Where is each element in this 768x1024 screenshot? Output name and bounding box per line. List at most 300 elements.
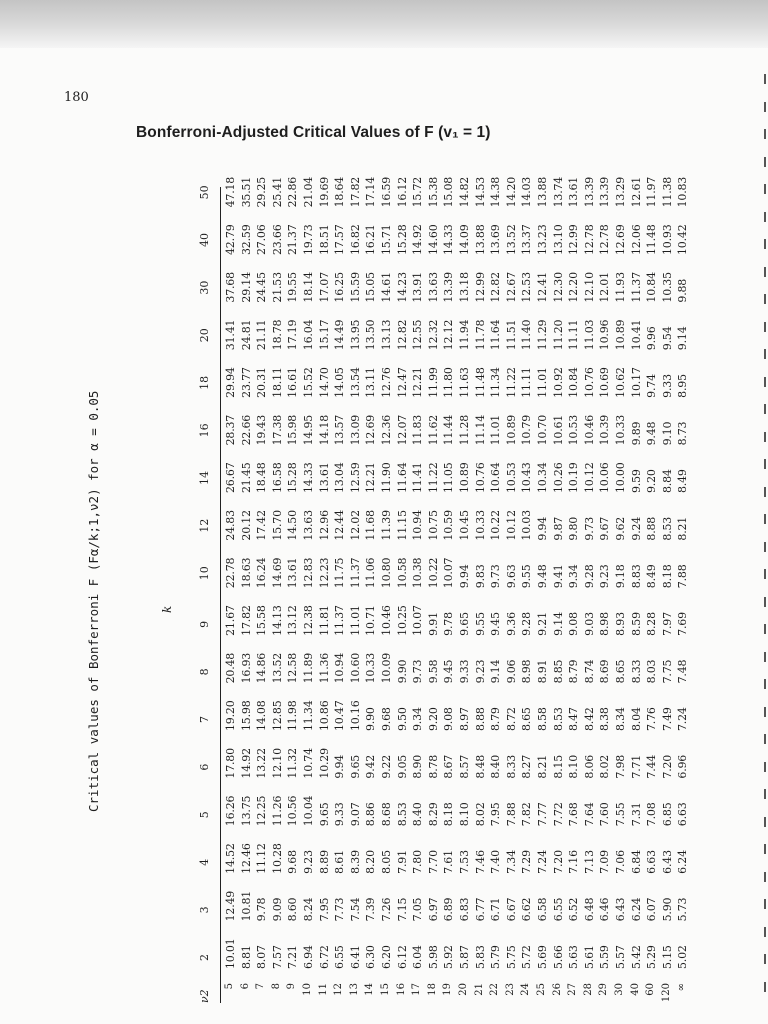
table-cell: 12.02 xyxy=(348,510,362,541)
table-cell: 7.55 xyxy=(614,802,627,827)
row-label-v2: 22 xyxy=(489,983,501,996)
table-cell: 24.83 xyxy=(224,510,237,541)
table-cell: 12.07 xyxy=(395,414,409,446)
edge-tick xyxy=(764,432,766,442)
table-cell: 6.62 xyxy=(520,897,534,922)
table-cell: 9.28 xyxy=(582,564,596,589)
table-cell: 9.22 xyxy=(380,754,393,779)
table-cell: 11.64 xyxy=(395,462,409,493)
table-cell: 13.23 xyxy=(536,224,549,255)
table-cell: 6.46 xyxy=(598,897,612,922)
table-cell: 9.36 xyxy=(504,612,518,636)
table-cell: 7.68 xyxy=(567,802,581,827)
table-cell: 7.24 xyxy=(676,707,690,731)
table-cell: 9.08 xyxy=(442,707,456,731)
table-cell: 14.52 xyxy=(224,843,237,874)
table-cell: 9.78 xyxy=(255,897,269,922)
table-cell: 5.66 xyxy=(551,945,565,969)
edge-tick xyxy=(764,817,766,827)
table-cell: 7.13 xyxy=(582,850,596,874)
table-cell: 11.80 xyxy=(442,367,456,398)
table-cell: 47.18 xyxy=(224,176,237,208)
column-head-k-2: 2 xyxy=(198,954,211,961)
table-cell: 12.99 xyxy=(567,224,581,255)
table-cell: 6.83 xyxy=(458,897,471,922)
table-cell: 7.61 xyxy=(442,850,456,874)
table-cell: 12.10 xyxy=(582,272,596,303)
table-cell: 20.12 xyxy=(239,510,253,541)
table-cell: 9.50 xyxy=(395,707,409,731)
table-cell: 25.41 xyxy=(270,176,284,208)
table-cell: 16.61 xyxy=(286,367,300,398)
table-cell: 8.47 xyxy=(567,707,581,731)
row-label-v2: 10 xyxy=(302,983,313,996)
table-cell: 17.80 xyxy=(224,748,237,779)
table-cell: 6.24 xyxy=(676,850,690,874)
table-cell: 5.90 xyxy=(660,897,674,922)
table-cell: 8.69 xyxy=(598,659,612,684)
table-cell: 8.39 xyxy=(348,850,362,874)
table-cell: 14.13 xyxy=(270,605,284,636)
table-cell: 9.07 xyxy=(348,802,362,827)
table-cell: 8.73 xyxy=(676,421,690,446)
edge-tick xyxy=(764,267,766,277)
table-cell: 8.21 xyxy=(536,754,549,779)
table-cell: 8.40 xyxy=(489,754,503,779)
table-cell: 8.10 xyxy=(458,802,471,827)
table-cell: 8.18 xyxy=(660,564,674,589)
table-cell: 13.88 xyxy=(473,224,487,255)
table-cell: 11.75 xyxy=(333,557,347,589)
table-cell: 7.05 xyxy=(411,897,425,922)
table-cell: 7.16 xyxy=(567,850,581,874)
table-cell: 6.84 xyxy=(629,850,643,874)
table-cell: 7.31 xyxy=(629,802,643,827)
table-cell: 15.05 xyxy=(364,272,378,303)
table-cell: 21.53 xyxy=(270,272,284,303)
table-cell: 14.95 xyxy=(302,414,315,446)
table-cell: 12.82 xyxy=(489,272,503,303)
table-cell: 10.04 xyxy=(302,795,315,827)
table-cell: 13.69 xyxy=(489,224,503,255)
table-cell: 8.27 xyxy=(520,754,534,779)
table-cell: 7.76 xyxy=(645,707,659,731)
row-label-v2: 28 xyxy=(582,983,594,996)
table-cell: 15.08 xyxy=(442,176,456,208)
table-cell: 9.94 xyxy=(333,754,347,779)
row-label-v2: 6 xyxy=(239,983,251,990)
table-cell: 9.65 xyxy=(348,754,362,779)
table-cell: 11.89 xyxy=(302,652,315,684)
table-cell: 11.40 xyxy=(520,319,534,351)
table-cell: 8.79 xyxy=(567,659,581,684)
table-cell: 13.29 xyxy=(614,176,627,208)
table-cell: 13.63 xyxy=(426,272,440,303)
table-cell: 7.21 xyxy=(286,945,300,969)
table-cell: 11.22 xyxy=(504,367,518,398)
table-cell: 8.57 xyxy=(458,754,471,779)
table-cell: 8.02 xyxy=(598,754,612,779)
table-cell: 6.04 xyxy=(411,945,425,969)
table-cell: 10.89 xyxy=(458,462,471,493)
table-cell: 6.55 xyxy=(551,897,565,922)
table-cell: 9.58 xyxy=(426,659,440,684)
edge-tick xyxy=(764,459,766,469)
table-cell: 15.38 xyxy=(426,176,440,208)
table-cell: 13.10 xyxy=(551,224,565,255)
table-cell: 12.32 xyxy=(426,319,440,351)
table-cell: 11.34 xyxy=(302,700,315,731)
table-cell: 6.94 xyxy=(302,945,315,969)
table-cell: 11.15 xyxy=(395,510,409,541)
table-cell: 8.78 xyxy=(426,754,440,779)
row-label-v2: 17 xyxy=(411,983,423,996)
table-cell: 17.38 xyxy=(270,414,284,446)
table-cell: 10.61 xyxy=(551,414,565,446)
table-cell: 6.85 xyxy=(660,802,674,827)
table-cell: 11.81 xyxy=(317,605,331,636)
table-cell: 18.64 xyxy=(333,176,347,208)
column-head-k-18: 18 xyxy=(198,375,211,390)
table-cell: 15.98 xyxy=(286,414,300,446)
table-cell: 12.30 xyxy=(551,272,565,303)
table-cell: 13.54 xyxy=(348,367,362,398)
table-cell: 14.50 xyxy=(286,510,300,541)
table-cell: 9.62 xyxy=(614,516,627,541)
table-cell: 12.76 xyxy=(380,367,393,398)
table-cell: 8.98 xyxy=(598,612,612,636)
table-cell: 8.06 xyxy=(582,754,596,779)
edge-tick xyxy=(764,212,766,222)
table-cell: 5.75 xyxy=(504,945,518,969)
table-cell: 12.49 xyxy=(224,890,237,922)
table-cell: 18.48 xyxy=(255,462,269,493)
table-cell: 11.37 xyxy=(333,605,347,636)
table-cell: 11.90 xyxy=(380,462,393,493)
table-cell: 7.88 xyxy=(504,802,518,827)
table-cell: 10.16 xyxy=(348,700,362,731)
table-cell: 10.03 xyxy=(520,510,534,541)
table-cell: 5.69 xyxy=(536,945,549,969)
table-cell: 11.01 xyxy=(348,605,362,636)
table-cell: 10.92 xyxy=(551,367,565,398)
table-cell: 10.47 xyxy=(333,700,347,731)
table-cell: 10.76 xyxy=(473,462,487,493)
edge-tick xyxy=(764,514,766,524)
binding-edge xyxy=(760,60,768,1020)
table-cell: 14.82 xyxy=(458,176,471,208)
table-cell: 7.49 xyxy=(660,707,674,731)
table-cell: 10.94 xyxy=(333,652,347,684)
table-cell: 10.34 xyxy=(536,462,549,493)
table-cell: 32.59 xyxy=(239,224,253,255)
table-cell: 9.83 xyxy=(473,564,487,589)
table-cell: 9.20 xyxy=(645,469,659,493)
table-cell: 10.07 xyxy=(442,557,456,589)
table-cell: 26.67 xyxy=(224,462,237,493)
table-cell: 24.81 xyxy=(239,319,253,351)
table-cell: 10.28 xyxy=(270,843,284,874)
table-cell: 10.19 xyxy=(567,462,581,493)
table-cell: 31.41 xyxy=(224,319,237,351)
table-cell: 15.58 xyxy=(255,605,269,636)
table-cell: 22.78 xyxy=(224,557,237,589)
edge-tick xyxy=(764,322,766,332)
table-cell: 11.01 xyxy=(489,414,503,446)
edge-tick xyxy=(764,184,766,194)
table-cell: 10.89 xyxy=(504,414,518,446)
table-cell: 11.83 xyxy=(411,414,425,446)
table-cell: 19.55 xyxy=(286,272,300,303)
row-label-v2: 15 xyxy=(380,983,391,996)
table-cell: 8.90 xyxy=(411,754,425,779)
table-cell: 20.31 xyxy=(255,367,269,398)
edge-tick xyxy=(764,652,766,662)
table-cell: 13.52 xyxy=(270,652,284,684)
table-cell: 8.53 xyxy=(395,802,409,827)
table-cell: 6.58 xyxy=(536,897,549,922)
table-cell: 10.45 xyxy=(458,510,471,541)
table-cell: 7.06 xyxy=(614,850,627,874)
row-label-v2: 120 xyxy=(660,983,672,1003)
table-cell: 9.63 xyxy=(504,564,518,589)
table-cell: 9.14 xyxy=(551,612,565,636)
table-cell: 12.21 xyxy=(364,462,378,493)
table-cell: 8.68 xyxy=(380,802,393,827)
edge-tick xyxy=(764,377,766,387)
table-cell: 10.46 xyxy=(380,605,393,636)
table-cell: 12.69 xyxy=(614,224,627,255)
table-cell: 9.90 xyxy=(395,659,409,684)
table-cell: 12.58 xyxy=(286,652,300,684)
table-cell: 9.89 xyxy=(629,421,643,446)
column-head-k-9: 9 xyxy=(198,620,211,628)
table-cell: 7.53 xyxy=(458,850,471,874)
row-label-v2: 40 xyxy=(629,983,641,996)
table-cell: 12.83 xyxy=(302,557,315,589)
table-cell: 9.96 xyxy=(645,326,659,351)
table-cell: 12.46 xyxy=(239,843,253,874)
table-cell: 5.59 xyxy=(598,945,612,969)
table-cell: 8.53 xyxy=(551,707,565,731)
table-cell: 9.54 xyxy=(660,326,674,351)
table-cell: 15.59 xyxy=(348,272,362,303)
table-cell: 12.47 xyxy=(395,367,409,398)
table-cell: 8.74 xyxy=(582,659,596,684)
table-cell: 11.14 xyxy=(473,414,487,446)
table-cell: 19.69 xyxy=(317,176,331,208)
table-cell: 8.40 xyxy=(411,802,425,827)
table-cell: 8.03 xyxy=(645,659,659,684)
edge-tick xyxy=(764,349,766,359)
table-cell: 15.52 xyxy=(302,367,315,398)
table-cell: 13.57 xyxy=(333,414,347,446)
table-cell: 12.82 xyxy=(395,319,409,351)
table-cell: 13.63 xyxy=(302,510,315,541)
table-cell: 8.65 xyxy=(614,659,627,684)
table-cell: 13.61 xyxy=(567,176,581,208)
table-cell: 22.86 xyxy=(286,176,300,208)
table-cell: 7.82 xyxy=(520,802,534,827)
table-cell: 8.05 xyxy=(380,850,393,874)
table-cell: 12.96 xyxy=(317,510,331,541)
table-cell: 8.29 xyxy=(426,802,440,827)
table-cell: 14.69 xyxy=(270,557,284,589)
table-cell: 7.71 xyxy=(629,754,643,779)
table-cell: 9.48 xyxy=(645,421,659,446)
table-cell: 8.21 xyxy=(676,516,690,541)
table-cell: 9.05 xyxy=(395,754,409,779)
table-cell: 5.79 xyxy=(489,945,503,969)
table-cell: 9.73 xyxy=(582,516,596,541)
table-cell: 9.14 xyxy=(489,659,503,684)
table-cell: 10.25 xyxy=(395,605,409,636)
column-head-k-3: 3 xyxy=(198,906,211,914)
table-cell: 11.38 xyxy=(660,176,674,208)
table-cell: 8.42 xyxy=(582,707,596,731)
table-cell: 10.59 xyxy=(442,510,456,541)
table-cell: 13.95 xyxy=(348,319,362,351)
column-head-k-30: 30 xyxy=(198,280,211,295)
table-cell: 7.60 xyxy=(598,802,612,827)
table-cell: 11.62 xyxy=(426,414,440,446)
table-cell: 7.69 xyxy=(676,612,690,636)
table-cell: 28.37 xyxy=(224,414,237,446)
table-cell: 13.61 xyxy=(317,462,331,493)
table-cell: 8.34 xyxy=(614,707,627,731)
column-head-k-4: 4 xyxy=(198,858,211,866)
v2-column-head: ν2 xyxy=(198,989,211,1003)
table-cell: 12.53 xyxy=(520,272,534,303)
table-cell: 14.03 xyxy=(520,176,534,208)
table-cell: 6.55 xyxy=(333,945,347,969)
row-label-v2: 8 xyxy=(270,983,282,990)
table-cell: 8.86 xyxy=(364,802,378,827)
table-cell: 12.21 xyxy=(411,367,425,398)
edge-tick xyxy=(764,294,766,304)
edge-tick xyxy=(764,597,766,607)
table-cell: 10.39 xyxy=(598,414,612,446)
edge-tick xyxy=(764,762,766,772)
table-cell: 6.97 xyxy=(426,897,440,922)
table-cell: 18.78 xyxy=(270,319,284,351)
table-cell: 24.45 xyxy=(255,272,269,303)
table-cell: 9.74 xyxy=(645,374,659,398)
table-cell: 6.63 xyxy=(676,802,690,827)
table-cell: 11.11 xyxy=(567,319,581,351)
table-cell: 10.84 xyxy=(645,272,659,303)
table-cell: 9.90 xyxy=(364,707,378,731)
table-cell: 11.97 xyxy=(645,176,659,208)
table-cell: 7.91 xyxy=(395,850,409,874)
table-cell: 10.80 xyxy=(380,557,393,589)
table-cell: 12.25 xyxy=(255,795,269,827)
table-cell: 10.96 xyxy=(598,319,612,351)
table-cell: 8.49 xyxy=(645,564,659,589)
table-cell: 12.38 xyxy=(302,605,315,636)
table-cell: 9.73 xyxy=(411,659,425,684)
table-cell: 11.20 xyxy=(551,319,565,351)
table-cell: 37.68 xyxy=(224,272,237,303)
table-cell: 11.78 xyxy=(473,319,487,351)
table-cell: 9.23 xyxy=(302,850,315,874)
table-cell: 6.24 xyxy=(629,897,643,922)
row-label-v2: 19 xyxy=(442,983,454,996)
table-cell: 10.41 xyxy=(629,319,643,351)
table-cell: 11.63 xyxy=(458,367,471,398)
table-cell: 8.59 xyxy=(629,612,643,636)
table-cell: 7.70 xyxy=(426,850,440,874)
table-cell: 8.89 xyxy=(317,850,331,874)
row-label-v2: 29 xyxy=(598,983,610,996)
edge-tick xyxy=(764,239,766,249)
table-cell: 11.32 xyxy=(286,748,300,779)
table-cell: 10.79 xyxy=(520,414,534,446)
table-cell: 9.03 xyxy=(582,612,596,636)
table-cell: 8.72 xyxy=(504,707,518,731)
table-cell: 9.14 xyxy=(676,326,690,351)
table-cell: 13.11 xyxy=(364,367,378,398)
row-label-v2: 7 xyxy=(255,983,267,990)
table-cell: 17.07 xyxy=(317,272,331,303)
table-cell: 6.07 xyxy=(645,897,659,922)
table-cell: 9.24 xyxy=(629,516,643,541)
column-head-k-12: 12 xyxy=(198,518,211,533)
table-cell: 9.42 xyxy=(364,754,378,779)
table-cell: 8.60 xyxy=(286,897,300,922)
table-cell: 8.58 xyxy=(536,707,549,731)
table-cell: 5.29 xyxy=(645,945,659,969)
row-label-v2: 20 xyxy=(458,983,469,996)
table-cell: 11.68 xyxy=(364,510,378,541)
table-cell: 17.14 xyxy=(364,176,378,208)
row-label-v2: 23 xyxy=(504,983,516,996)
table-cell: 11.01 xyxy=(536,367,549,398)
table-cell: 12.85 xyxy=(270,700,284,731)
column-head-k-5: 5 xyxy=(198,811,211,819)
table-cell: 6.12 xyxy=(395,945,409,969)
table-cell: 42.79 xyxy=(224,224,237,255)
table-cell: 10.94 xyxy=(411,510,425,541)
table-cell: 29.14 xyxy=(239,272,253,303)
table-cell: 9.78 xyxy=(442,612,456,636)
table-cell: 6.89 xyxy=(442,897,456,922)
table-cell: 7.09 xyxy=(598,850,612,874)
table-cell: 7.57 xyxy=(270,945,284,969)
table-cell: 9.33 xyxy=(333,802,347,827)
table-cell: 11.64 xyxy=(489,319,503,351)
table-cell: 9.33 xyxy=(458,659,471,684)
table-cell: 6.30 xyxy=(364,945,378,969)
table-cell: 11.98 xyxy=(286,700,300,731)
table-cell: 13.12 xyxy=(286,605,300,636)
table-cell: 6.96 xyxy=(676,754,690,779)
edge-tick xyxy=(764,954,766,964)
table-cell: 10.29 xyxy=(317,748,331,779)
table-cell: 12.55 xyxy=(411,319,425,351)
table-cell: 8.33 xyxy=(629,659,643,684)
edge-tick xyxy=(764,679,766,689)
table-cell: 8.38 xyxy=(598,707,612,731)
table-cell: 16.82 xyxy=(348,224,362,255)
row-label-v2: 13 xyxy=(348,983,360,996)
table-cell: 22.66 xyxy=(239,414,253,446)
table-cell: 11.39 xyxy=(380,510,393,541)
table-cell: 14.05 xyxy=(333,367,347,398)
table-cell: 11.48 xyxy=(645,224,659,255)
table-cell: 11.48 xyxy=(473,367,487,398)
edge-tick xyxy=(764,487,766,497)
